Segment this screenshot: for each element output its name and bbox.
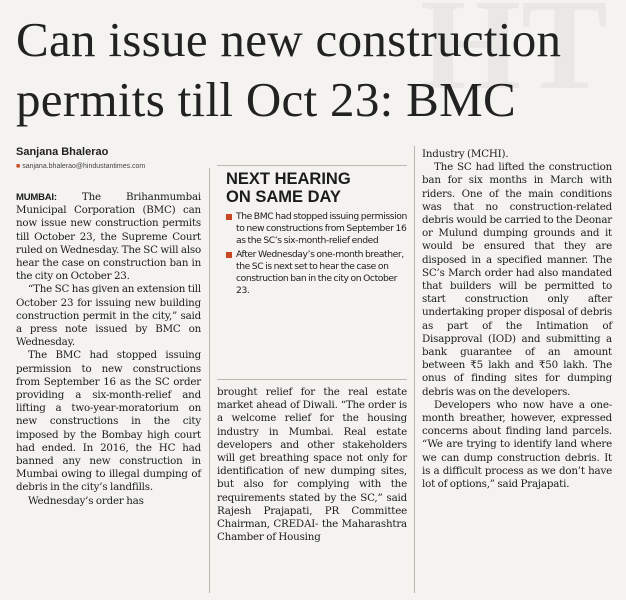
paragraph-text: The Brihanmumbai Municipal Corporation (BMC) can now issue new construction permits till October 23, the Supreme Court ruled on Wednesday. The SC will also hear the case on construction ban in the city on October 23. — [16, 191, 201, 283]
column-divider-1 — [209, 168, 210, 593]
paragraph — [16, 191, 201, 283]
paragraph: Wednesday’s order has — [28, 494, 144, 507]
sidebar-title — [226, 170, 407, 206]
paragraph: The SC had lifted the construction ban for six months in March with riders. One of the main conditions was that no construction-related debris would be carried to the Deonar or Mulund dumping grounds and it would be ensured that they are disposed in a specified manner. The SC’s March order had also mandated that builders will be permitted to start construction only after undertaking proper disposal of debris as part of the Intimation of Disapproval (IOD) and submitting a bank guarantee of an amount between ₹5 lakh and ₹50 lakh. The onus of finding sites for dumping debris was on the developers. — [422, 161, 612, 398]
sidebar-bullet — [226, 211, 407, 247]
column-divider-2 — [414, 146, 415, 593]
author-email — [16, 163, 145, 170]
paragraph: “The SC has given an extension till October 23 for issuing new building construction permit in the city,” said a press note issued by BMC on Wednesday. — [16, 283, 201, 349]
article-column-2 — [217, 386, 407, 544]
sidebar-bullet-text: The BMC had stopped issuing permission to new constructions from September 16 as the SC’s six-month-relief ended — [236, 211, 407, 246]
paragraph: The BMC had stopped issuing permission to new constructions from September 16 as the SC order providing a six-month-relief and lifting a two-year-moratorium on new constructions in the city imposed by the Bombay high court had ended. In 2016, the HC had banned any new construction in Mumbai owing to illegal dumping of debris in the city’s landfills. — [16, 349, 201, 494]
article-column-3 — [422, 148, 612, 491]
paragraph: Industry (MCHI). — [422, 148, 509, 160]
sidebar-bullet — [226, 249, 407, 297]
dateline: MUMBAI: — [16, 192, 57, 203]
square-bullet-icon — [226, 252, 232, 258]
headline-line-2: permits till Oct 23: BMC — [16, 72, 516, 127]
sidebar-title-line-2: ON SAME DAY — [226, 188, 341, 206]
headline-line-1: Can issue new construction — [16, 12, 562, 67]
headline — [16, 10, 616, 130]
paragraph: Developers who now have a one-month breather, however, expressed concerns about finding land parcels. “We are trying to identify land where we can dump construction debris. It is a difficult process as we don’t have lot of options,” said Prajapati. — [422, 398, 612, 491]
paragraph: brought relief for the real estate market ahead of Diwali. “The order is a welcome relief for the housing industry in Mumbai. Real estate developers and other stakeholders will get breathing space not only for identification of new dumping sites, but also for complying with the requirements stated by the SC,” said Rajesh Prajapati, PR Committee Chairman, CREDAI- the Maharashtra Chamber of Housing — [217, 386, 407, 544]
byline: Sanjana Bhalerao — [16, 146, 109, 158]
sidebar-top-rule — [217, 165, 407, 166]
sidebar-bullet-text: After Wednesday’s one-month breather, the SC is next set to hear the case on construction ban in the city on October 23. — [236, 249, 404, 296]
sidebar-title-line-1: NEXT HEARING — [226, 170, 351, 188]
sidebar-bullet-list — [217, 211, 407, 297]
sidebar-bottom-rule — [217, 379, 407, 380]
author-email-text: sanjana.bhalerao@hindustantimes.com — [22, 163, 146, 170]
email-bullet-icon: ■ — [16, 163, 21, 170]
square-bullet-icon — [226, 214, 232, 220]
sidebar-box — [217, 165, 407, 380]
background-masthead-mark: HT — [420, 0, 608, 117]
article-column-1 — [16, 191, 201, 508]
